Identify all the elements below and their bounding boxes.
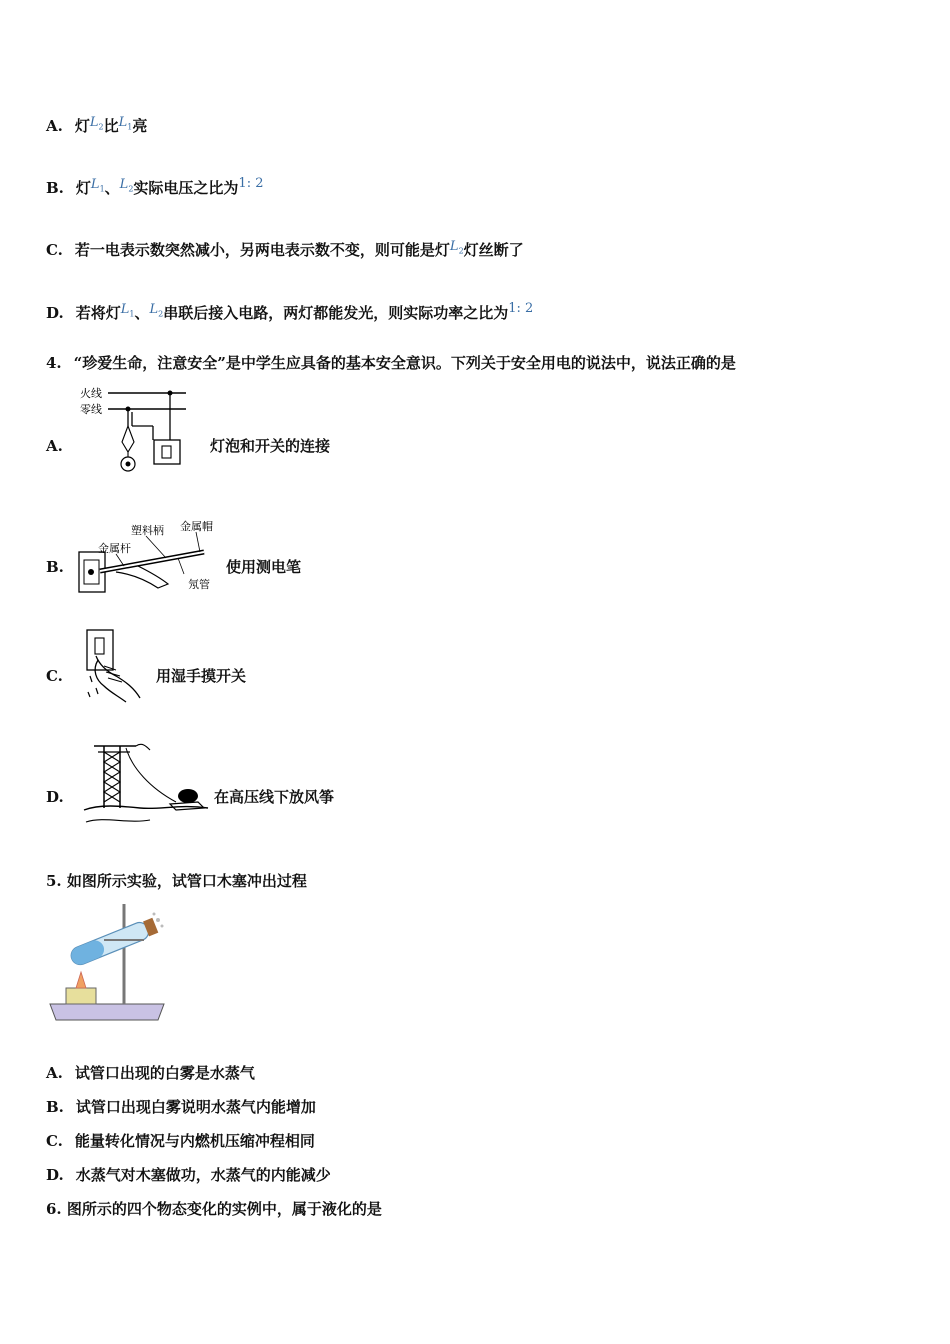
wet-hand-switch-figure xyxy=(82,626,148,706)
symbol-l2: $L_2$ xyxy=(89,115,104,132)
q3-option-c: C. 若一电表示数突然减小，另两电表示数不变，则可能是灯$L_2$灯丝断了 xyxy=(46,239,524,259)
test-pen-figure xyxy=(76,516,226,598)
neon-tube-label: 氖管 xyxy=(188,578,210,591)
neutral-wire-label: 零线 xyxy=(80,403,102,416)
q4-option-c-label: C. xyxy=(46,667,63,685)
ratio: 1: 2 xyxy=(238,176,264,191)
wiring-diagram-figure xyxy=(78,382,188,480)
metal-rod-label: 金属杆 xyxy=(98,542,131,555)
live-wire-label: 火线 xyxy=(80,387,102,400)
metal-cap-label: 金属帽 xyxy=(180,520,213,533)
q4-option-b-label: B. xyxy=(46,558,64,576)
q3-option-d: D. 若将灯$L_1$、$L_2$串联后接入电路，两灯都能发光，则实际功率之比为1: 2 xyxy=(46,301,534,322)
q5-stem: 5. 如图所示实验，试管口木塞冲出过程 xyxy=(46,872,307,890)
plastic-handle-label: 塑料柄 xyxy=(131,524,164,537)
symbol-l1: $L_1$ xyxy=(90,177,105,194)
q4-option-d-label: D. xyxy=(46,788,64,806)
symbol-l2: $L_2$ xyxy=(449,239,464,256)
ratio: 1: 2 xyxy=(508,301,534,316)
q4-option-b-caption: 使用测电笔 xyxy=(226,558,302,576)
q5-option-a: A. 试管口出现的白雾是水蒸气 xyxy=(46,1064,255,1082)
q5-option-b: B. 试管口出现白雾说明水蒸气内能增加 xyxy=(46,1098,316,1116)
kite-power-line-figure xyxy=(80,738,212,830)
q6-stem: 6. 图所示的四个物态变化的实例中，属于液化的是 xyxy=(46,1200,382,1218)
q4-option-c-caption: 用湿手摸开关 xyxy=(156,667,247,685)
q4-option-d-caption: 在高压线下放风筝 xyxy=(214,788,335,806)
q5-option-c: C. 能量转化情况与内燃机压缩冲程相同 xyxy=(46,1132,315,1150)
q3-option-a: A. 灯$L_2$比$L_1$亮 xyxy=(46,115,148,135)
q5-option-d: D. 水蒸气对木塞做功，水蒸气的内能减少 xyxy=(46,1166,331,1184)
symbol-l2: $L_2$ xyxy=(119,177,134,194)
symbol-l2: $L_2$ xyxy=(149,302,164,319)
q3-option-b: B. 灯$L_1$、$L_2$实际电压之比为1: 2 xyxy=(46,176,264,197)
symbol-l1: $L_1$ xyxy=(120,302,135,319)
q4-stem: 4. “珍爱生命，注意安全”是中学生应具备的基本安全意识。下列关于安全用电的说法中，说法正确的是 xyxy=(46,354,736,372)
test-tube-experiment-figure xyxy=(46,900,168,1024)
q4-option-a-caption: 灯泡和开关的连接 xyxy=(210,437,331,455)
q4-option-a-label: A. xyxy=(46,437,63,455)
symbol-l1: $L_1$ xyxy=(118,115,133,132)
